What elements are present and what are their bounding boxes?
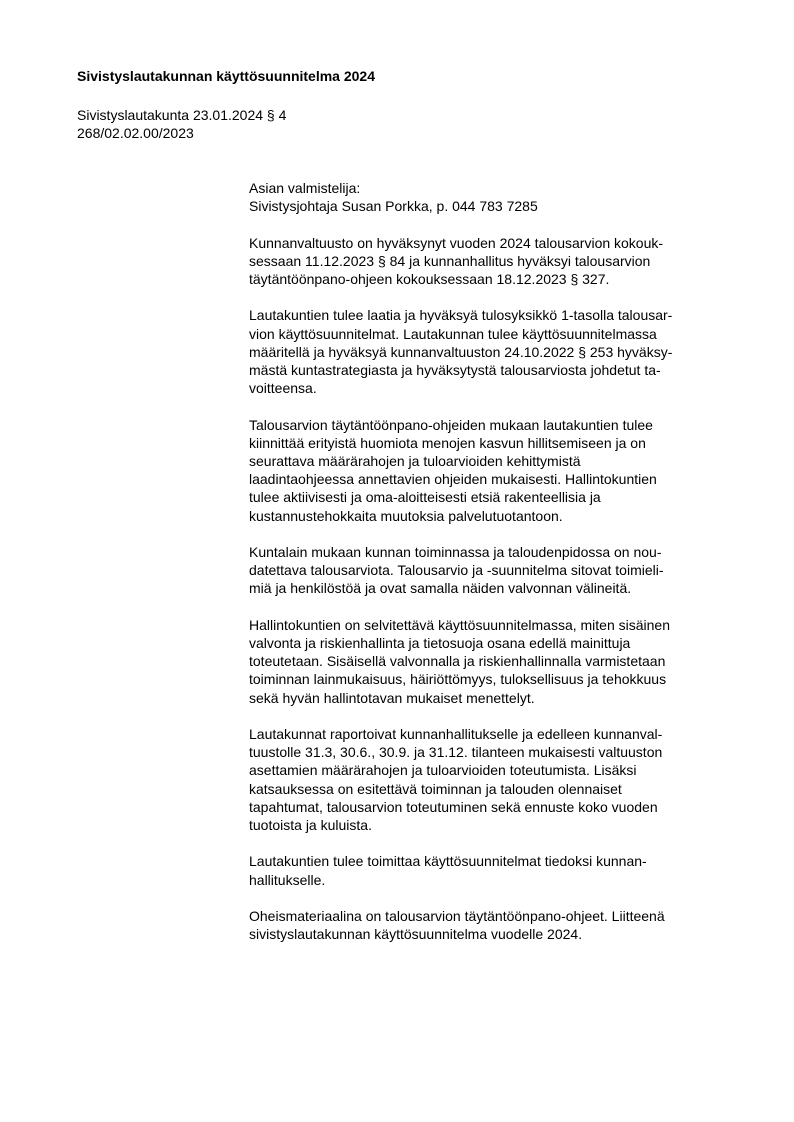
paragraphs — [249, 234, 739, 944]
paragraph-line: tuotoista ja kuluista. — [249, 817, 372, 834]
paragraph-line: vion käyttösuunnitelmat. Lautakunnan tulee käyttösuunnitelmassa — [249, 325, 657, 342]
paragraph-line: tapahtumat, talousarvion toteutuminen sekä ennuste koko vuoden — [249, 798, 658, 815]
preparer-block — [249, 179, 739, 215]
body-paragraph — [249, 543, 739, 598]
document-body — [249, 179, 739, 962]
preparer-name: Sivistysjohtaja Susan Porkka, p. 044 783 7285 — [249, 198, 538, 215]
paragraph-line: Oheismateriaalina on talousarvion täytäntöönpano-ohjeet. Liitteenä — [249, 908, 665, 924]
paragraph-line: toteutetaan. Sisäisellä valvonnalla ja riskienhallinnalla varmistetaan — [249, 653, 666, 670]
body-paragraph — [249, 306, 739, 397]
paragraph-line: hallitukselle. — [249, 871, 326, 888]
paragraph-line: Talousarvion täytäntöönpano-ohjeiden mukaan lautakuntien tulee — [249, 416, 653, 433]
body-paragraph — [249, 907, 739, 943]
paragraph-line: kustannustehokkaita muutoksia palvelutuotantoon. — [249, 507, 563, 524]
paragraph-line: datettava talousarviota. Talousarvio ja -suunnitelma sitovat toimieli- — [249, 562, 664, 579]
paragraph-line: katsauksessa on esitettävä toiminnan ja talouden olennaiset — [249, 780, 622, 797]
record-number: 268/02.02.00/2023 — [77, 125, 194, 141]
paragraph-line: toiminnan lainmukaisuus, häiriöttömyys, tuloksellisuus ja tehokkuus — [249, 671, 667, 688]
body-paragraph — [249, 616, 739, 707]
meeting-reference: Sivistyslautakunta 23.01.2024 § 4 — [77, 107, 287, 123]
body-paragraph — [249, 234, 739, 289]
paragraph-line: miä ja henkilöstöä ja ovat samalla näiden valvonnan välineitä. — [249, 580, 632, 597]
paragraph-line: Lautakuntien tulee toimittaa käyttösuunnitelmat tiedoksi kunnan- — [249, 853, 647, 870]
preparer-label: Asian valmistelija: — [249, 180, 361, 196]
paragraph-line: tuustolle 31.3, 30.6., 30.9. ja 31.12. tilanteen mukaisesti valtuuston — [249, 744, 663, 761]
meeting-meta — [77, 106, 286, 142]
paragraph-line: määritellä ja hyväksyä kunnanvaltuuston 24.10.2022 § 253 hyväksy- — [249, 343, 673, 360]
paragraph-line: Hallintokuntien on selvitettävä käyttösuunnitelmassa, miten sisäinen — [249, 616, 671, 633]
paragraph-line: Kunnanvaltuusto on hyväksynyt vuoden 2024 talousarvion kokouk- — [249, 234, 664, 251]
document-title: Sivistyslautakunnan käyttösuunnitelma 2024 — [77, 68, 375, 84]
body-paragraph — [249, 725, 739, 834]
paragraph-line: tulee aktiivisesti ja oma-aloitteisesti etsiä rakenteellisia ja — [249, 489, 601, 506]
paragraph-line: asettamien määrärahojen ja tuloarvioiden toteutumista. Lisäksi — [249, 762, 637, 779]
paragraph-line: sessaan 11.12.2023 § 84 ja kunnanhallitus hyväksyi talousarvion — [249, 252, 651, 269]
paragraph-line: mästä kuntastrategiasta ja hyväksytystä talousarviosta johdetut ta- — [249, 362, 661, 378]
paragraph-line: kiinnittää erityistä huomiota menojen kasvun hillitsemiseen ja on — [249, 434, 646, 451]
paragraph-line: voitteensa. — [249, 380, 317, 397]
paragraph-line: sekä hyvän hallintotavan mukaiset menettelyt. — [249, 689, 535, 706]
paragraph-line: Lautakunnat raportoivat kunnanhallitukselle ja edelleen kunnanval- — [249, 726, 663, 742]
paragraph-line: sivistyslautakunnan käyttösuunnitelma vuodelle 2024. — [249, 926, 583, 943]
paragraph-line: valvonta ja riskienhallinta ja tietosuoja osana edellä mainittuja — [249, 635, 631, 651]
paragraph-line: täytäntöönpano-ohjeen kokouksessaan 18.12.2023 § 327. — [249, 271, 610, 287]
body-paragraph — [249, 852, 739, 888]
paragraph-line: Kuntalain mukaan kunnan toiminnassa ja taloudenpidossa on nou- — [249, 544, 662, 560]
paragraph-line: laadintaohjeessa annettavien ohjeiden mukaisesti. Hallintokuntien — [249, 471, 657, 488]
body-paragraph — [249, 416, 739, 525]
paragraph-line: Lautakuntien tulee laatia ja hyväksyä tulosyksikkö 1-tasolla talousar- — [249, 307, 673, 324]
paragraph-line: seurattava määrärahojen ja tuloarvioiden kehittymistä — [249, 453, 581, 469]
